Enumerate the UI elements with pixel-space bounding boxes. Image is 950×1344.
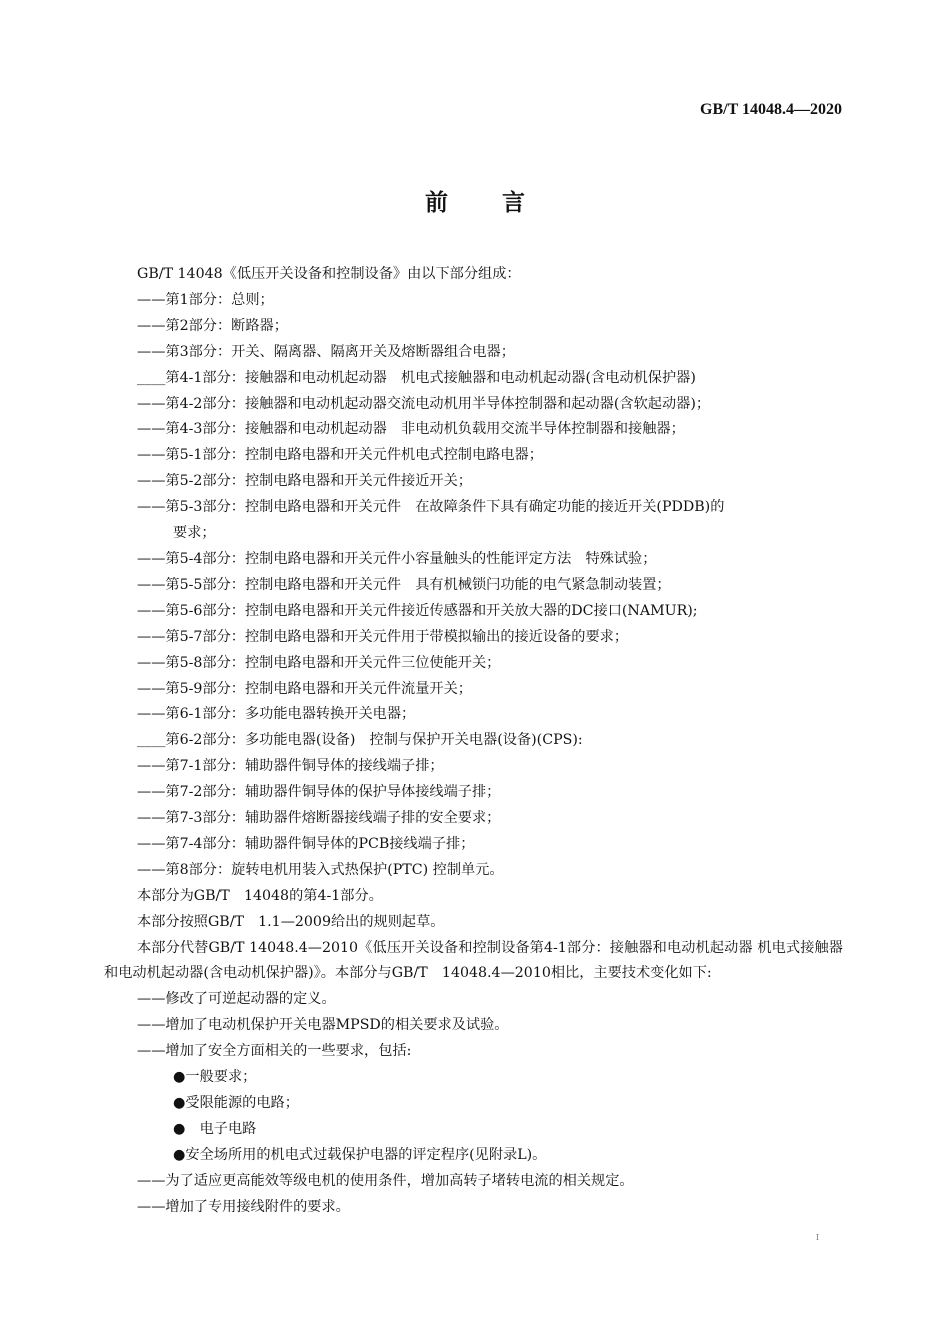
standard-code: GB/T 14048.4—2020 [700, 101, 842, 118]
change-item: ——修改了可逆起动器的定义。 [137, 991, 336, 1008]
bullet-item: ●安全场所用的机电式过载保护电器的评定程序(见附录L)。 [173, 1146, 547, 1163]
page-title: 前言 [425, 190, 579, 216]
bullet-item: ●一般要求； [173, 1069, 257, 1086]
part-item: ——第2部分：断路器； [137, 317, 288, 334]
part-item: ——第7-4部分：辅助器件铜导体的PCB接线端子排； [137, 835, 475, 852]
part-item: ——第7-2部分：辅助器件铜导体的保护导体接线端子排； [137, 784, 501, 801]
page-number: I [815, 1233, 819, 1242]
bullet-item: ●受限能源的电路； [173, 1095, 299, 1111]
part-item: ——第5-3部分：控制电路电器和开关元件 在故障条件下具有确定功能的接近开关(PDDB)的 [137, 499, 725, 516]
bullet-item: ● 电子电路 [173, 1120, 257, 1137]
change-item: ——增加了专用接线附件的要求。 [137, 1198, 350, 1215]
part-item: ——第7-3部分：辅助器件熔断器接线端子排的安全要求； [137, 810, 501, 827]
part-item: ——第5-5部分：控制电路电器和开关元件 具有机械锁闩功能的电气紧急制动装置； [137, 576, 671, 593]
part-item: ——第5-1部分：控制电路电器和开关元件机电式控制电路电器； [137, 447, 543, 464]
intro-line: GB/T 14048《低压开关设备和控制设备》由以下部分组成： [137, 266, 521, 282]
statement-rules: 本部分按照GB/T 1.1—2009给出的规则起草。 [137, 913, 445, 930]
part-item: ——第8部分：旋转电机用装入式热保护(PTC) 控制单元。 [137, 861, 504, 878]
statement-replace: 本部分代替GB/T 14048.4—2010《低压开关设备和控制设备第4-1部分：接触器和电动机起动器 机电式接触器和电动机起动器(含电动机保护器)》。本部分与GB/T 14048.4—2010相比，主要技术变化如下: [104, 939, 843, 982]
part-item: ——第3部分：开关、隔离器、隔离开关及熔断器组合电器； [137, 343, 515, 360]
part-item: ——第4-2部分：接触器和电动机起动器交流电动机用半导体控制器和起动器(含软起动器)； [137, 395, 711, 412]
part-item: ——第5-6部分：控制电路电器和开关元件接近传感器和开关放大器的DC接口(NAMUR); [137, 602, 698, 619]
statement-part: 本部分为GB/T 14048的第4-1部分。 [137, 887, 383, 904]
part-item: ——第5-2部分：控制电路电器和开关元件接近开关； [137, 473, 472, 490]
part-item: ——第5-9部分：控制电路电器和开关元件流量开关； [137, 680, 472, 697]
part-item: ——第7-1部分：辅助器件铜导体的接线端子排； [137, 758, 444, 775]
part-item: ——第4-3部分：接触器和电动机起动器 非电动机负载用交流半导体控制器和接触器； [137, 421, 685, 438]
document-body [104, 262, 843, 1221]
part-item: ——第5-4部分：控制电路电器和开关元件小容量触头的性能评定方法 特殊试验； [137, 550, 657, 567]
part-item: ____第6-2部分：多功能电器(设备) 控制与保护开关电器(设备)(CPS): [137, 732, 583, 749]
change-item: ——增加了电动机保护开关电器MPSD的相关要求及试验。 [137, 1017, 509, 1034]
parts-list [137, 288, 843, 884]
part-item: ——第5-8部分：控制电路电器和开关元件三位使能开关； [137, 654, 501, 671]
part-item-continuation: 要求； [173, 525, 216, 542]
changes-list [137, 987, 843, 1220]
part-item: ——第5-7部分：控制电路电器和开关元件用于带模拟输出的接近设备的要求； [137, 628, 629, 645]
part-item: ____第4-1部分：接触器和电动机起动器 机电式接触器和电动机起动器(含电动机保护器) [137, 369, 696, 386]
part-item: ——第6-1部分：多功能电器转换开关电器； [137, 706, 416, 723]
part-item: ——第1部分：总则； [137, 291, 274, 308]
change-item: ——增加了安全方面相关的一些要求，包括: [137, 1043, 412, 1060]
change-item: ——为了适应更高能效等级电机的使用条件，增加高转子堵转电流的相关规定。 [137, 1172, 634, 1189]
